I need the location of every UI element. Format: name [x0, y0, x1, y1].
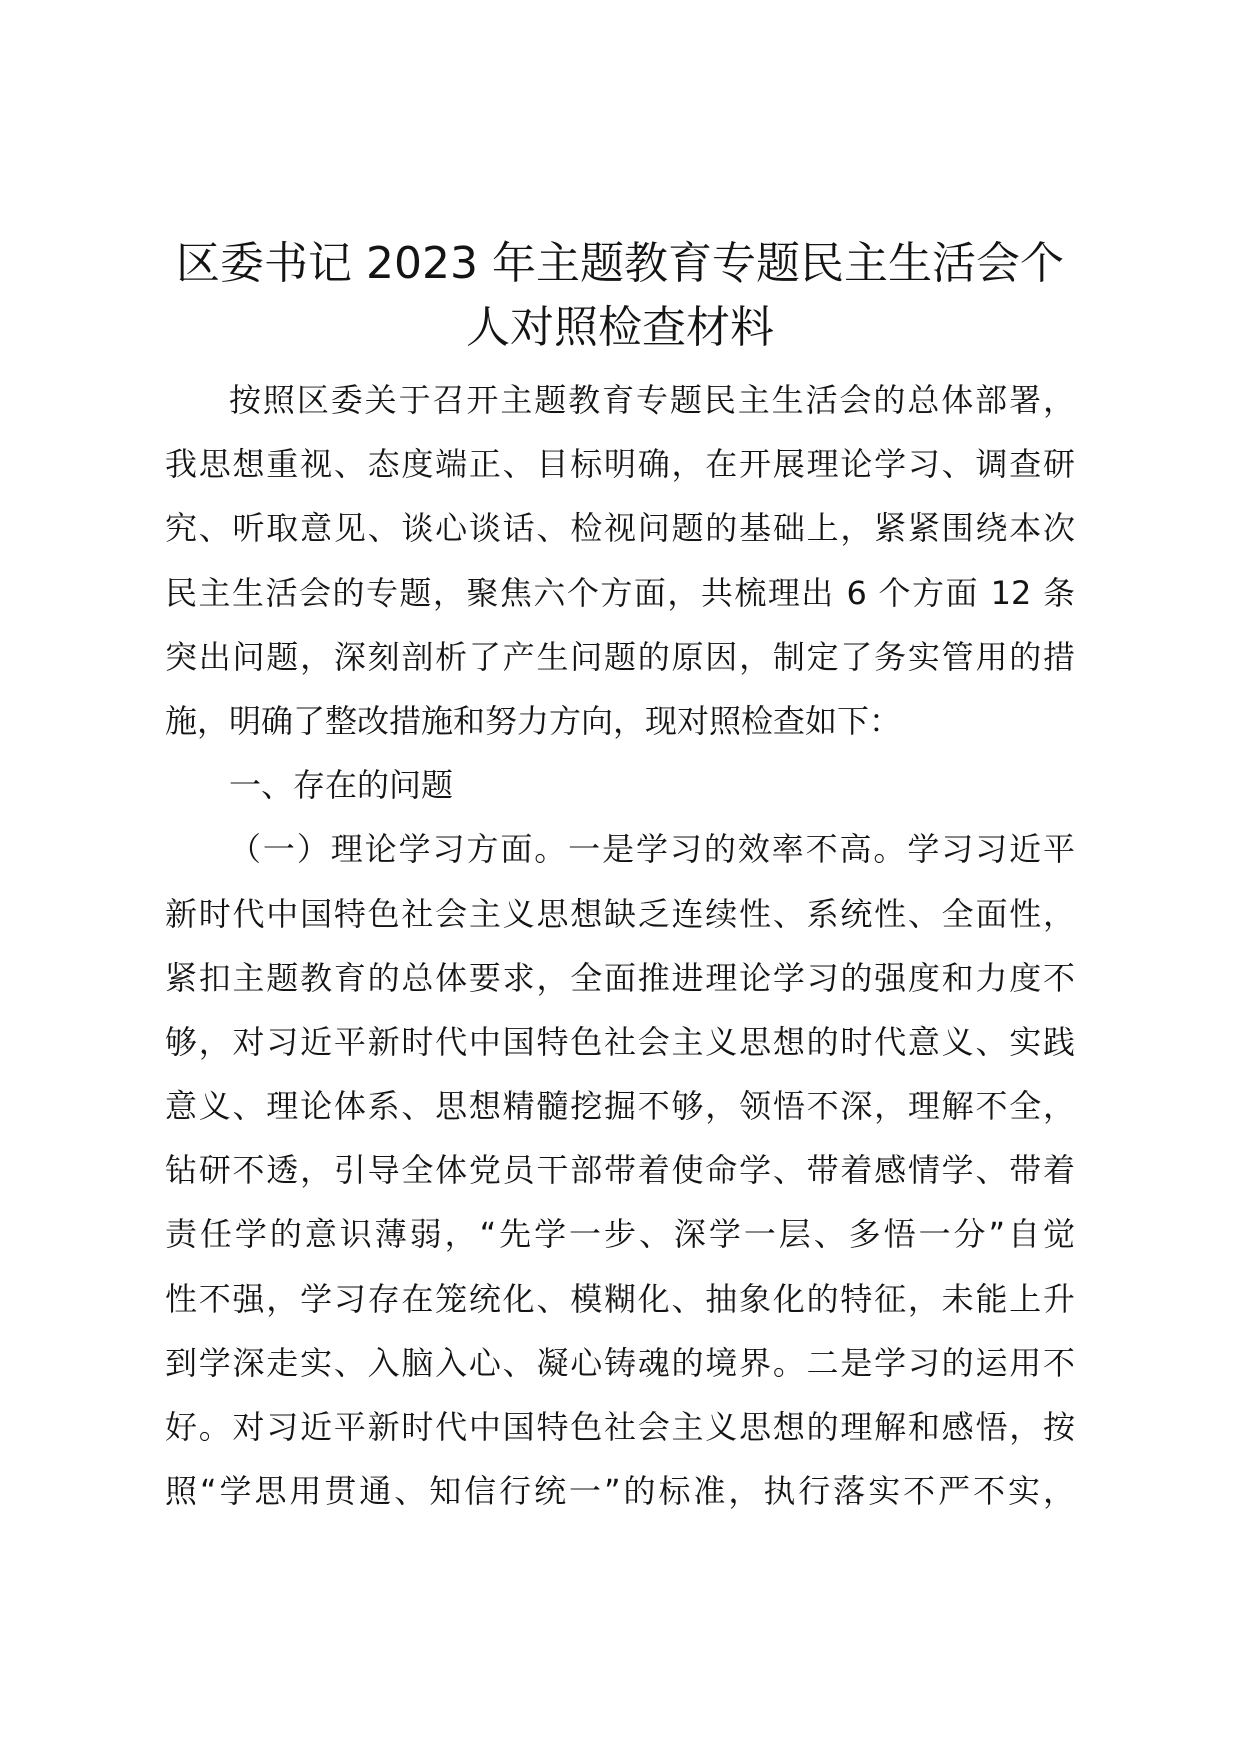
intro-line-1: 按照区委关于召开主题教育专题民主生活会的总体部署，	[229, 381, 1075, 419]
document-body	[165, 368, 1075, 1523]
intro-line-2: 我思想重视、态度端正、目标明确，在开展理论学习、调查研	[165, 445, 1075, 484]
intro-line-6: 施，明确了整改措施和努力方向，现对照检查如下：	[165, 701, 902, 740]
theory-line-10: 好。对习近平新时代中国特色社会主义思想的理解和感悟，按	[165, 1408, 1075, 1446]
theory-line-6: 钻研不透，引导全体党员干部带着使命学、带着感情学、带着	[165, 1151, 1075, 1190]
theory-line-5: 意义、理论体系、思想精髓挖掘不够，领悟不深，理解不全，	[165, 1087, 1075, 1126]
theory-line-9: 到学深走实、入脑入心、凝心铸魂的境界。二是学习的运用不	[165, 1343, 1075, 1382]
title-line-2: 人对照检查材料	[466, 302, 774, 353]
theory-line-2: 新时代中国特色社会主义思想缺乏连续性、系统性、全面性，	[165, 894, 1075, 933]
document-title	[150, 232, 1090, 360]
intro-line-3: 究、听取意见、谈心谈话、检视问题的基础上，紧紧围绕本次	[165, 509, 1075, 548]
intro-line-4: 民主生活会的专题，聚焦六个方面，共梳理出 6 个方面 12 条	[165, 573, 1075, 612]
theory-line-1: （一）理论学习方面。一是学习的效率不高。学习习近平	[229, 830, 1075, 869]
section-heading-problems: 一、存在的问题	[229, 766, 454, 805]
theory-line-3: 紧扣主题教育的总体要求，全面推进理论学习的强度和力度不	[165, 958, 1075, 997]
theory-line-11: 照“学思用贯通、知信行统一”的标准，执行落实不严不实，	[165, 1472, 1075, 1511]
theory-line-8: 性不强，学习存在笼统化、模糊化、抽象化的特征，未能上升	[165, 1279, 1075, 1318]
intro-line-5: 突出问题，深刻剖析了产生问题的原因，制定了务实管用的措	[165, 637, 1075, 676]
title-line-1: 区委书记 2023 年主题教育专题民主生活会个	[176, 238, 1064, 289]
theory-line-7: 责任学的意识薄弱，“先学一步、深学一层、多悟一分”自觉	[165, 1215, 1075, 1254]
theory-line-4: 够，对习近平新时代中国特色社会主义思想的时代意义、实践	[165, 1022, 1075, 1061]
